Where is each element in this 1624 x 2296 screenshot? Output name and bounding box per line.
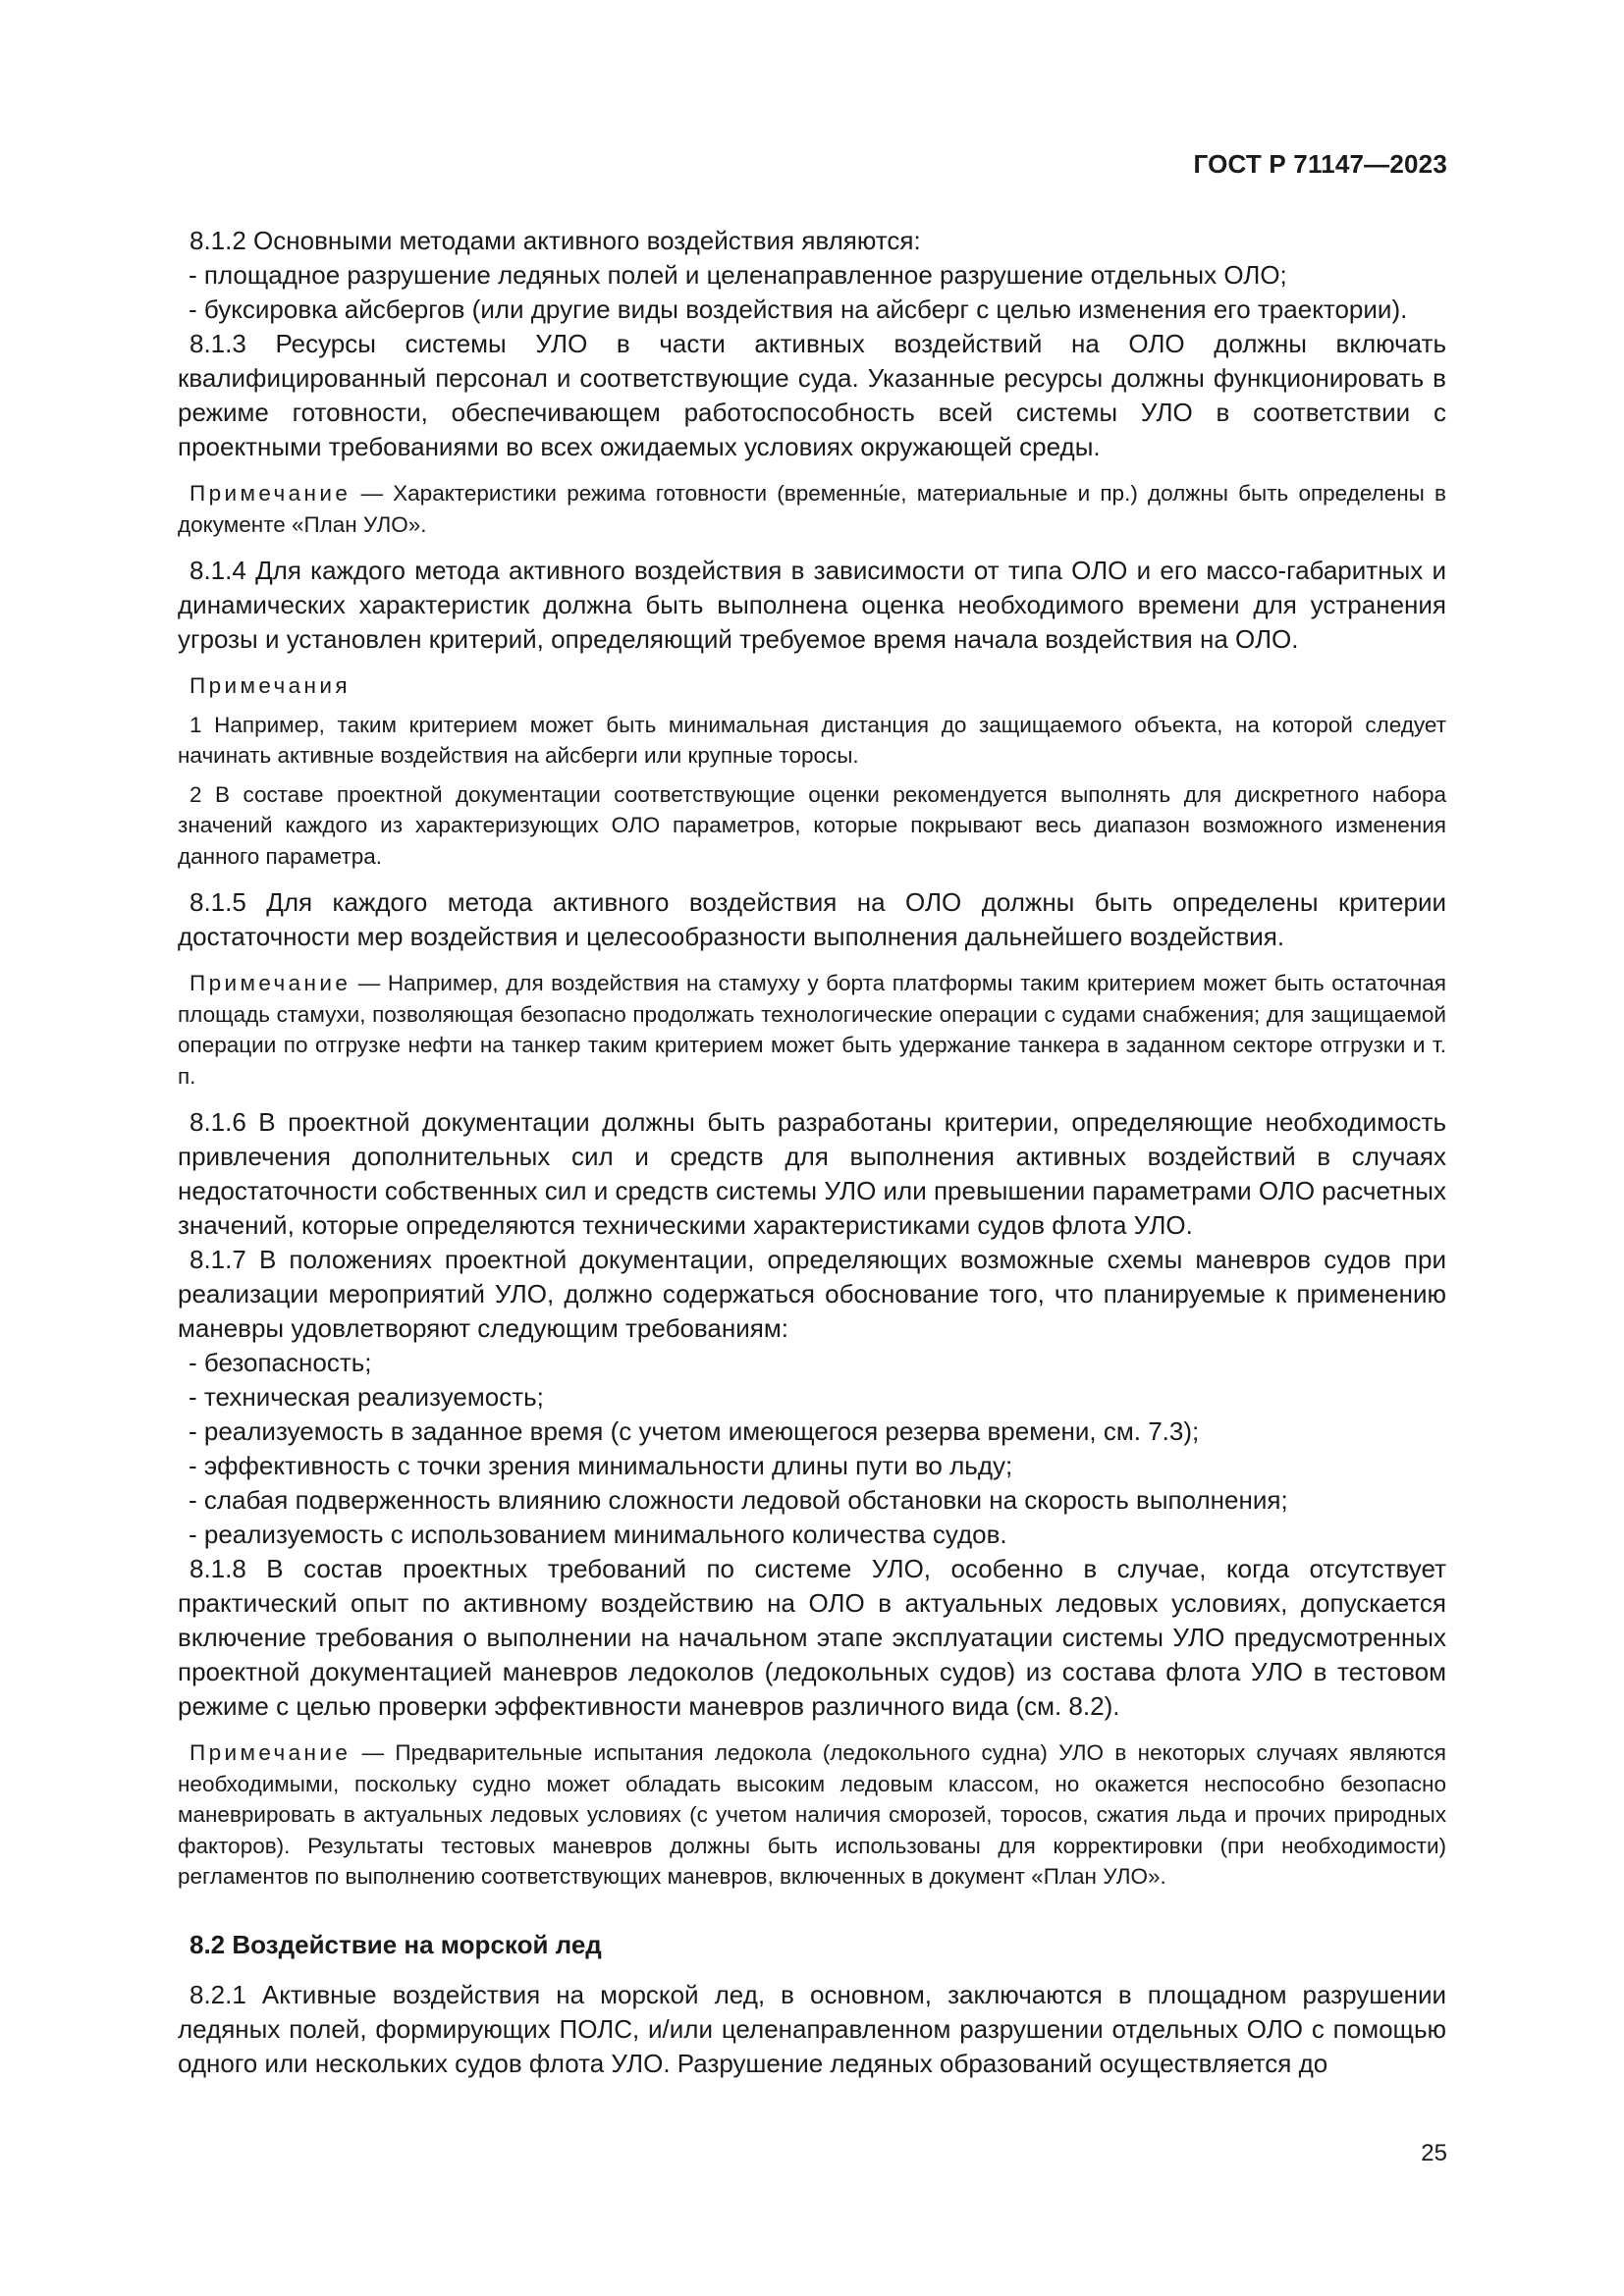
- clause-8-1-3: 8.1.3 Ресурсы системы УЛО в части активных воздействий на ОЛО должны включать квалифицированный персонал и соответствующие суда. Указанные ресурсы должны функционировать в режиме готовности, обеспечивающем работоспособность всей системы УЛО в соответствии с проектными требованиями во всех ожидаемых условиях окружающей среды.: [178, 329, 1446, 461]
- clause-8-1-4: 8.1.4 Для каждого метода активного воздействия в зависимости от типа ОЛО и его массо-габаритных и динамических характеристик должна быть выполнена оценка необходимого времени для устранения угрозы и установлен критерий, определяющий требуемое время начала воздействия на ОЛО.: [178, 556, 1446, 654]
- note-label: Примечание: [189, 971, 352, 995]
- clause-8-1-5: 8.1.5 Для каждого метода активного воздействия на ОЛО должны быть определены критерии достаточности мер воздействия и целесообразности выполнения дальнейшего воздействия.: [178, 887, 1446, 951]
- note-4: [178, 1737, 1446, 1893]
- clause-8-1-8: 8.1.8 В состав проектных требований по системе УЛО, особенно в случае, когда отсутствует практический опыт по активному воздействию на ОЛО в актуальных ледовых условиях, допускается включение требования о выполнении на начальном этапе эксплуатации системы УЛО предусмотренных проектной документацией маневров ледоколов (ледокольных судов) из состава флота УЛО в тестовом режиме с целью проверки эффективности маневров различного вида (см. 8.2).: [178, 1554, 1446, 1721]
- list-item: - слабая подверженность влиянию сложности ледовой обстановки на скорость выполнения;: [189, 1485, 1288, 1515]
- note-text: — Характеристики режима готовности (временны́е, материальные и пр.) должны быть определены в документе «План УЛО».: [178, 481, 1446, 537]
- page-number: 25: [1421, 2140, 1447, 2166]
- note-text: — Например, для воздействия на стамуху у борта платформы таким критерием может быть остаточная площадь стамухи, позволяющая безопасно продолжать технологические операции с судами снабжения; для защищаемой операции по отгрузке нефти на танкер таким критерием может быть удержание танкера в заданном секторе отгрузки и т. п.: [178, 971, 1446, 1089]
- list-item: - безопасность;: [189, 1348, 372, 1377]
- list-item: - реализуемость в заданное время (с учетом имеющегося резерва времени, см. 7.3);: [189, 1416, 1200, 1446]
- document-code-header: ГОСТ Р 71147—2023: [1193, 149, 1447, 179]
- clause-8-2-1: 8.2.1 Активные воздействия на морской лед, в основном, заключаются в площадном разрушении ледяных полей, формирующих ПОЛС, и/или целенаправленном разрушении отдельных ОЛО с помощью одного или нескольких судов флота УЛО. Разрушение ледяных образований осуществляется до: [178, 1979, 1446, 2078]
- note-label: Примечание: [189, 1740, 352, 1765]
- list-item: - площадное разрушение ледяных полей и целенаправленное разрушение отдельных ОЛО;: [189, 260, 1287, 290]
- list-item: - реализуемость с использованием минимального количества судов.: [189, 1520, 1007, 1549]
- note-2-1: 1 Например, таким критерием может быть минимальная дистанция до защищаемого объекта, на которой следует начинать активные воздействия на айсберги или крупные торосы.: [178, 712, 1446, 768]
- notes-label: Примечания: [189, 673, 351, 698]
- note-label: Примечание: [189, 481, 352, 506]
- section-heading-8-2: 8.2 Воздействие на морской лед: [189, 1929, 602, 1959]
- note-3: [178, 968, 1446, 1092]
- clause-8-1-7: 8.1.7 В положениях проектной документации, определяющих возможные схемы маневров судов при реализации мероприятий УЛО, должно содержаться обоснование того, что планируемые к применению маневры удовлетворяют следующим требованиям:: [178, 1245, 1446, 1343]
- note-text: — Предварительные испытания ледокола (ледокольного судна) УЛО в некоторых случаях являются необходимыми, поскольку судно может обладать высоким ледовым классом, но окажется неспособно безопасно маневрировать в актуальных ледовых условиях (с учетом наличия сморозей, торосов, сжатия льда и прочих природных факторов). Результаты тестовых маневров должны быть использованы для корректировки (при необходимости) регламентов по выполнению соответствующих маневров, включенных в документ «План УЛО».: [178, 1740, 1446, 1889]
- list-item: - буксировка айсбергов (или другие виды воздействия на айсберг с целью изменения его траектории).: [189, 294, 1408, 324]
- note-2-2: 2 В составе проектной документации соответствующие оценки рекомендуется выполнять для дискретного набора значений каждого из характеризующих ОЛО параметров, которые покрывают весь диапазон возможного изменения данного параметра.: [178, 781, 1446, 869]
- note-1: [178, 478, 1446, 540]
- clause-8-1-6: 8.1.6 В проектной документации должны быть разработаны критерии, определяющие необходимость привлечения дополнительных сил и средств для выполнения активных воздействий в случаях недостаточности собственных сил и средств системы УЛО или превышении параметрами ОЛО расчетных значений, которые определяются техническими характеристиками судов флота УЛО.: [178, 1107, 1446, 1240]
- list-item: - техническая реализуемость;: [189, 1382, 544, 1412]
- clause-8-1-2: 8.1.2 Основными методами активного воздействия являются:: [189, 226, 921, 255]
- page-body: [178, 224, 1446, 2081]
- list-item: - эффективность с точки зрения минимальности длины пути во льду;: [189, 1451, 1013, 1480]
